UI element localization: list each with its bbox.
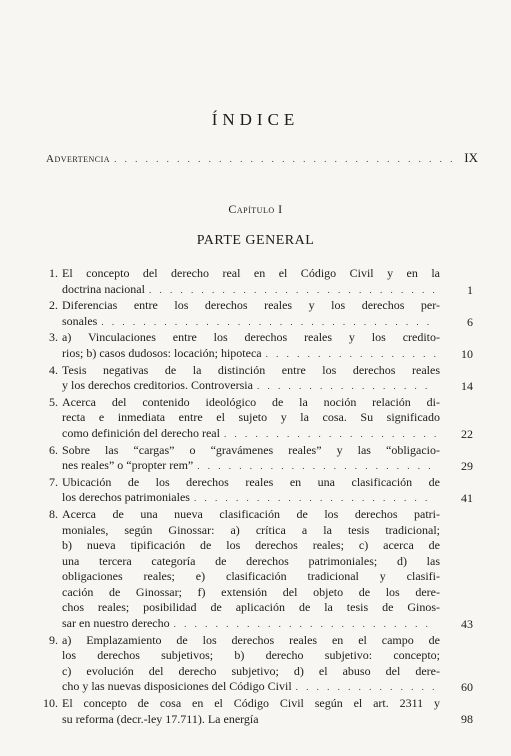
chapter-heading: Capítulo I bbox=[228, 202, 283, 216]
leader-dots bbox=[101, 315, 436, 331]
entry-text bbox=[62, 633, 440, 696]
entry-line: chos reales; posibilidad de aplicación de la tesis de Ginos- bbox=[62, 600, 440, 615]
entry-line: Tesis negativas de la distinción entre los derechos reales bbox=[62, 362, 440, 377]
entry-line: los derechos subjetivos; b) derecho subjetivo: concepto; bbox=[62, 648, 440, 663]
entry-line: Ubicación de los derechos reales en una clasificación de bbox=[62, 474, 440, 489]
index-entry[interactable] bbox=[0, 507, 511, 633]
entry-line: El concepto del derecho real en el Código Civil y en la bbox=[62, 266, 440, 280]
entry-line: a) Vinculaciones entre los derechos reales y los credito- bbox=[62, 330, 440, 345]
leader-dots bbox=[149, 283, 436, 299]
entry-line: sar en nuestro derecho . . . bbox=[62, 616, 440, 633]
index-entry[interactable] bbox=[0, 298, 511, 330]
index-entry[interactable] bbox=[0, 266, 511, 298]
entry-line: una tercera categoría de derechos patrimoniales; d) las bbox=[62, 553, 440, 568]
entry-line: El concepto de cosa en el Código Civil según el art. 2311 y bbox=[62, 696, 440, 711]
leader-dots bbox=[174, 617, 436, 633]
advertencia-label: Advertencia bbox=[46, 153, 111, 165]
entry-line: su reforma (decr.-ley 17.711). La energía bbox=[62, 711, 259, 726]
leader-dots bbox=[296, 680, 436, 696]
entry-number: 3. bbox=[49, 330, 58, 345]
index-entry[interactable] bbox=[0, 475, 511, 507]
leader-dots bbox=[224, 427, 436, 443]
leader-dots bbox=[114, 154, 460, 164]
entry-line: doctrina nacional . . . bbox=[62, 282, 440, 299]
entry-number: 6. bbox=[49, 442, 58, 457]
entry-line: cho y las nuevas disposiciones del Código Civil . . . bbox=[62, 679, 440, 696]
entry-number: 4. bbox=[49, 362, 58, 377]
entry-line: Acerca de una nueva clasificación de los derechos patri- bbox=[62, 506, 440, 521]
entry-line: cación de Ginossar; f) extensión del objeto de los dere- bbox=[62, 584, 440, 599]
index-entry[interactable] bbox=[0, 395, 511, 443]
entry-line: Diferencias entre los derechos reales y los derechos per- bbox=[62, 298, 440, 313]
entry-text bbox=[62, 266, 440, 298]
entry-page-number: 14 bbox=[461, 379, 473, 394]
entry-number: 2. bbox=[49, 298, 58, 313]
leader-dots bbox=[257, 379, 436, 395]
part-heading: PARTE GENERAL bbox=[196, 233, 315, 248]
entry-line: sonales . . . bbox=[62, 314, 440, 331]
entry-page-number: 41 bbox=[461, 491, 473, 506]
entry-line: los derechos patrimoniales . . . bbox=[62, 490, 440, 507]
entry-page-number: 60 bbox=[461, 680, 473, 695]
entry-text bbox=[62, 363, 440, 395]
entry-number: 1. bbox=[49, 266, 58, 280]
leader-dots bbox=[266, 347, 436, 363]
entry-number: 8. bbox=[49, 506, 58, 521]
entry-number: 9. bbox=[49, 632, 58, 647]
entry-line: obligaciones reales; e) clasificación tradicional y clasifi- bbox=[62, 569, 440, 584]
entry-page-number: 1 bbox=[467, 282, 473, 297]
entry-number: 5. bbox=[49, 394, 58, 409]
entry-number: 7. bbox=[49, 474, 58, 489]
entry-line: c) evolución del derecho subjetivo; d) el abuso del dere- bbox=[62, 663, 440, 678]
entry-number: 10. bbox=[43, 696, 58, 711]
entry-line: a) Emplazamiento de los derechos reales en el campo de bbox=[62, 632, 440, 647]
entry-text bbox=[62, 330, 440, 362]
entry-page-number: 6 bbox=[467, 314, 473, 329]
entry-line: nes reales” o “propter rem” . . . bbox=[62, 458, 440, 475]
entry-line: Sobre las “cargas” o “gravámenes reales” y las “obligacio- bbox=[62, 442, 440, 457]
entry-text bbox=[62, 395, 440, 443]
advertencia-entry[interactable] bbox=[46, 150, 478, 166]
entry-page-number: 98 bbox=[461, 711, 473, 726]
index-entry[interactable] bbox=[0, 330, 511, 362]
entry-line: y los derechos creditorios. Controversia . . . bbox=[62, 378, 440, 395]
entry-line: rios; b) casos dudosos: locación; hipoteca . . . bbox=[62, 346, 440, 363]
entry-page-number: 22 bbox=[461, 426, 473, 441]
entry-text bbox=[62, 443, 440, 475]
index-entry[interactable] bbox=[0, 633, 511, 696]
leader-dots bbox=[194, 491, 436, 507]
leader-dots bbox=[197, 459, 436, 475]
index-entry[interactable] bbox=[0, 443, 511, 475]
index-entry[interactable] bbox=[0, 363, 511, 395]
entry-text bbox=[62, 298, 440, 330]
entry-page-number: 29 bbox=[461, 459, 473, 474]
entry-list bbox=[0, 266, 511, 727]
index-entry[interactable] bbox=[0, 696, 511, 727]
entry-text bbox=[62, 696, 440, 727]
entry-text bbox=[62, 507, 440, 633]
advertencia-page: IX bbox=[464, 150, 478, 165]
entry-page-number: 43 bbox=[461, 617, 473, 632]
entry-line: recta e inmediata entre el sujeto y la cosa. Su significado bbox=[62, 410, 440, 425]
entry-line: b) nueva tipificación de los derechos reales; c) acerca de bbox=[62, 538, 440, 553]
entry-line: Acerca del contenido ideológico de la noción relación di- bbox=[62, 394, 440, 409]
entry-text bbox=[62, 475, 440, 507]
entry-page-number: 10 bbox=[461, 346, 473, 361]
page-title: ÍNDICE bbox=[211, 110, 300, 129]
entry-line: moniales, según Ginossar: a) crítica a la tesis tradicional; bbox=[62, 522, 440, 537]
entry-line: como definición del derecho real . . . bbox=[62, 426, 440, 443]
